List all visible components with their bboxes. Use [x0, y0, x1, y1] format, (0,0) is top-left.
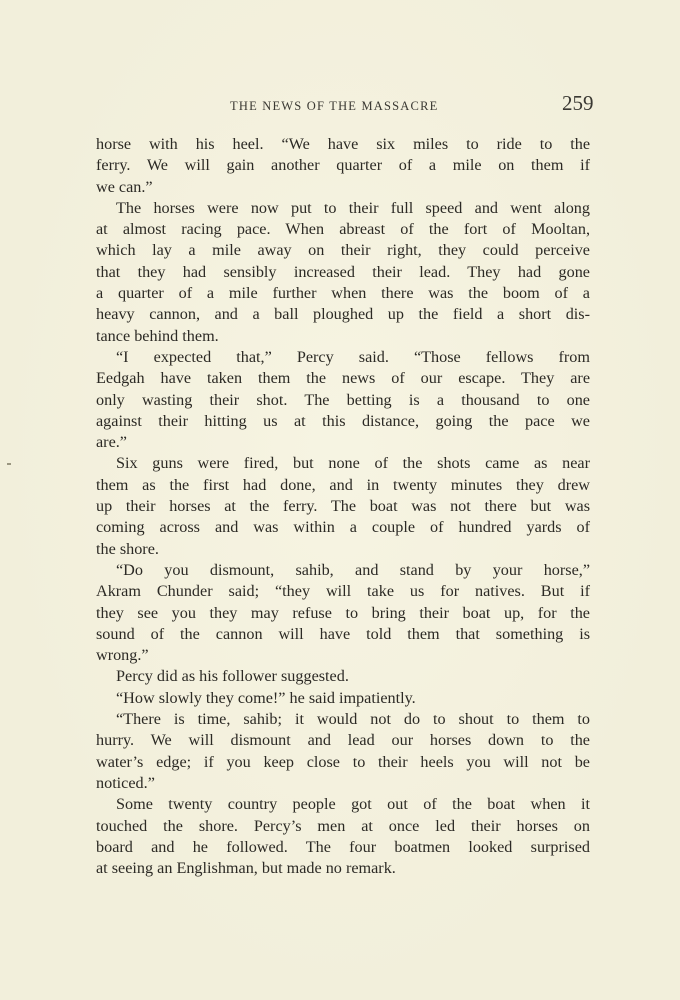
text-line: heavy cannon, and a ball ploughed up the field a short dis- [96, 305, 590, 324]
margin-mark [7, 463, 11, 465]
text-line: “I expected that,” Percy said. “Those fellows from [116, 347, 590, 366]
text-line: touched the shore. Percy’s men at once led their horses on [96, 816, 590, 835]
text-line: “Do you dismount, sahib, and stand by your horse,” [116, 560, 590, 579]
text-line: Eedgah have taken them the news of our escape. They are [96, 369, 590, 388]
text-line: the shore. [96, 539, 159, 558]
body-text [96, 134, 590, 879]
text-line: coming across and was within a couple of hundred yards of [96, 518, 590, 537]
text-line: Akram Chunder said; “they will take us for natives. But if [96, 582, 590, 601]
text-line: The horses were now put to their full speed and went along [116, 198, 590, 217]
text-line: “There is time, sahib; it would not do to shout to them to [116, 710, 590, 729]
text-line: are.” [96, 433, 127, 452]
text-line: “How slowly they come!” he said impatiently. [116, 688, 416, 707]
text-line: a quarter of a mile further when there was the boom of a [96, 284, 590, 303]
text-line: ferry. We will gain another quarter of a mile on them if [96, 156, 590, 175]
text-line: Percy did as his follower suggested. [116, 667, 349, 686]
text-line: at almost racing pace. When abreast of the fort of Mooltan, [96, 220, 590, 239]
text-line: Six guns were fired, but none of the shots came as near [116, 454, 590, 473]
text-line: them as the first had done, and in twenty minutes they drew [96, 475, 590, 494]
text-line: board and he followed. The four boatmen looked surprised [96, 837, 590, 856]
text-line: at seeing an Englishman, but made no remark. [96, 859, 396, 878]
text-line: which lay a mile away on their right, they could perceive [96, 241, 590, 260]
text-line: wrong.” [96, 646, 149, 665]
text-line: they see you they may refuse to bring their boat up, for the [96, 603, 590, 622]
text-line: we can.” [96, 177, 153, 196]
text-line: tance behind them. [96, 326, 219, 345]
text-line: against their hitting us at this distance, going the pace we [96, 411, 590, 430]
text-line: horse with his heel. “We have six miles to ride to the [96, 135, 590, 153]
text-line: Some twenty country people got out of the boat when it [116, 795, 590, 814]
text-line: water’s edge; if you keep close to their heels you will not be [96, 752, 590, 771]
text-line: noticed.” [96, 773, 155, 792]
text-line: up their horses at the ferry. The boat was not there but was [96, 497, 590, 516]
page-number: 259 [562, 91, 594, 115]
text-line: only wasting their shot. The betting is a thousand to one [96, 390, 590, 409]
text-line: that they had sensibly increased their lead. They had gone [96, 262, 590, 281]
text-line: hurry. We will dismount and lead our horses down to the [96, 731, 590, 750]
running-head: THE NEWS OF THE MASSACRE [230, 99, 439, 113]
text-line: sound of the cannon will have told them that something is [96, 624, 590, 643]
